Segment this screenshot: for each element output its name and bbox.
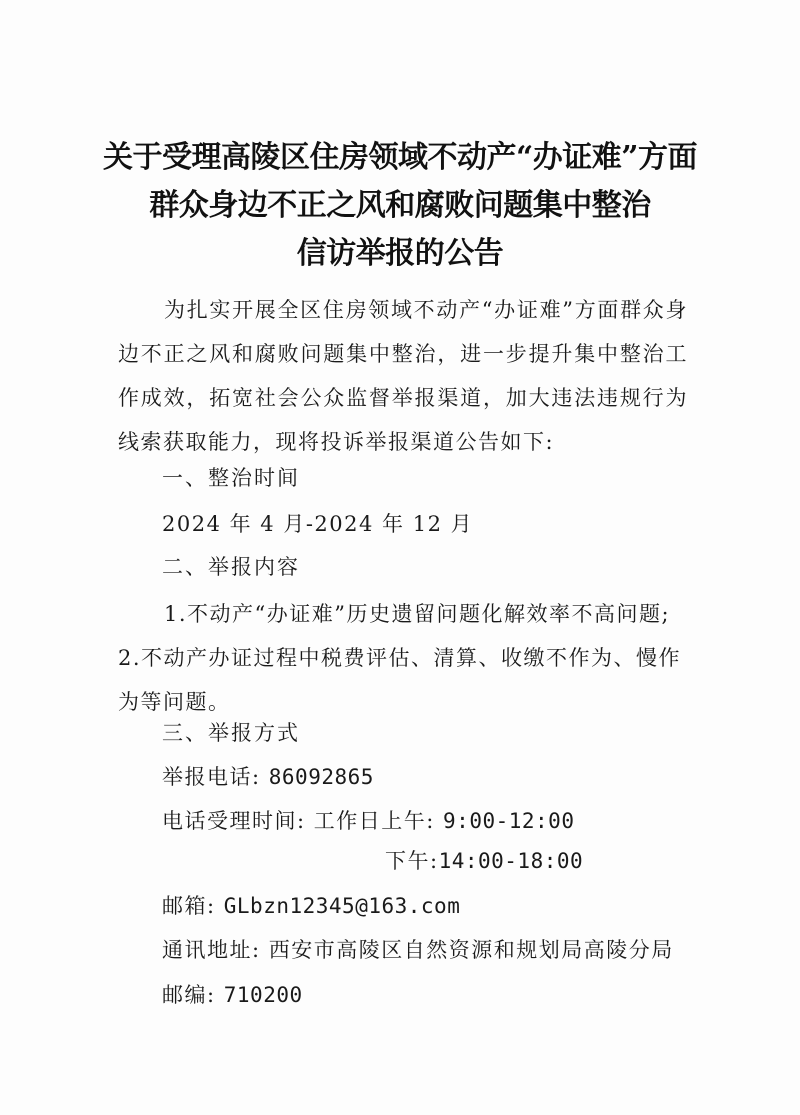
afternoon-hours: 14:00-18:00 <box>438 849 584 873</box>
morning-hours: 9:00-12:00 <box>443 809 575 833</box>
rectification-period: 2024 年 4 月-2024 年 12 月 <box>162 512 474 536</box>
intro-paragraph: 为扎实开展全区住房领域不动产“办证难”方面群众身边不正之风和腐败问题集中整治，进一步提升集中整治工作成效，拓宽社会公众监督举报渠道，加大违法违规行为线索获取能力，现将投诉举报渠道公告如下: <box>118 298 688 454</box>
zip-row <box>162 980 303 1010</box>
report-content-text: 1.不动产“办证难”历史遗留问题化解效率不高问题; 2.不动产办证过程中税费评估、清算、收缴不作为、慢作为等问题。 <box>118 602 682 714</box>
section1-heading: 一、整治时间 <box>162 466 300 490</box>
address-label: 通讯地址: <box>162 938 261 962</box>
section3-heading: 三、举报方式 <box>162 721 300 745</box>
mailing-address: 西安市高陵区自然资源和规划局高陵分局 <box>268 938 674 962</box>
zip-label: 邮编: <box>162 983 216 1007</box>
address-row <box>162 935 674 965</box>
title-line-2: 群众身边不正之风和腐败问题集中整治 <box>149 188 651 223</box>
report-phone-row <box>162 762 374 792</box>
morning-label: 工作日上午: <box>313 809 435 833</box>
title-line-3: 信访举报的公告 <box>296 236 504 271</box>
hours-row-morning <box>162 806 574 836</box>
report-content-paragraph <box>118 592 688 724</box>
zip-code: 710200 <box>223 983 303 1007</box>
title-line-1: 关于受理高陵区住房领域不动产“办证难”方面 <box>102 140 697 175</box>
afternoon-label: 下午: <box>385 849 439 873</box>
section2-heading: 二、举报内容 <box>162 555 300 579</box>
hours-label: 电话受理时间: <box>162 809 306 833</box>
email-row <box>162 891 460 921</box>
hours-row-afternoon <box>385 846 583 876</box>
email-label: 邮箱: <box>162 894 216 918</box>
email-address: GLbzn12345@163.com <box>223 894 461 918</box>
phone-label: 举报电话: <box>162 765 261 789</box>
phone-number: 86092865 <box>268 765 374 789</box>
